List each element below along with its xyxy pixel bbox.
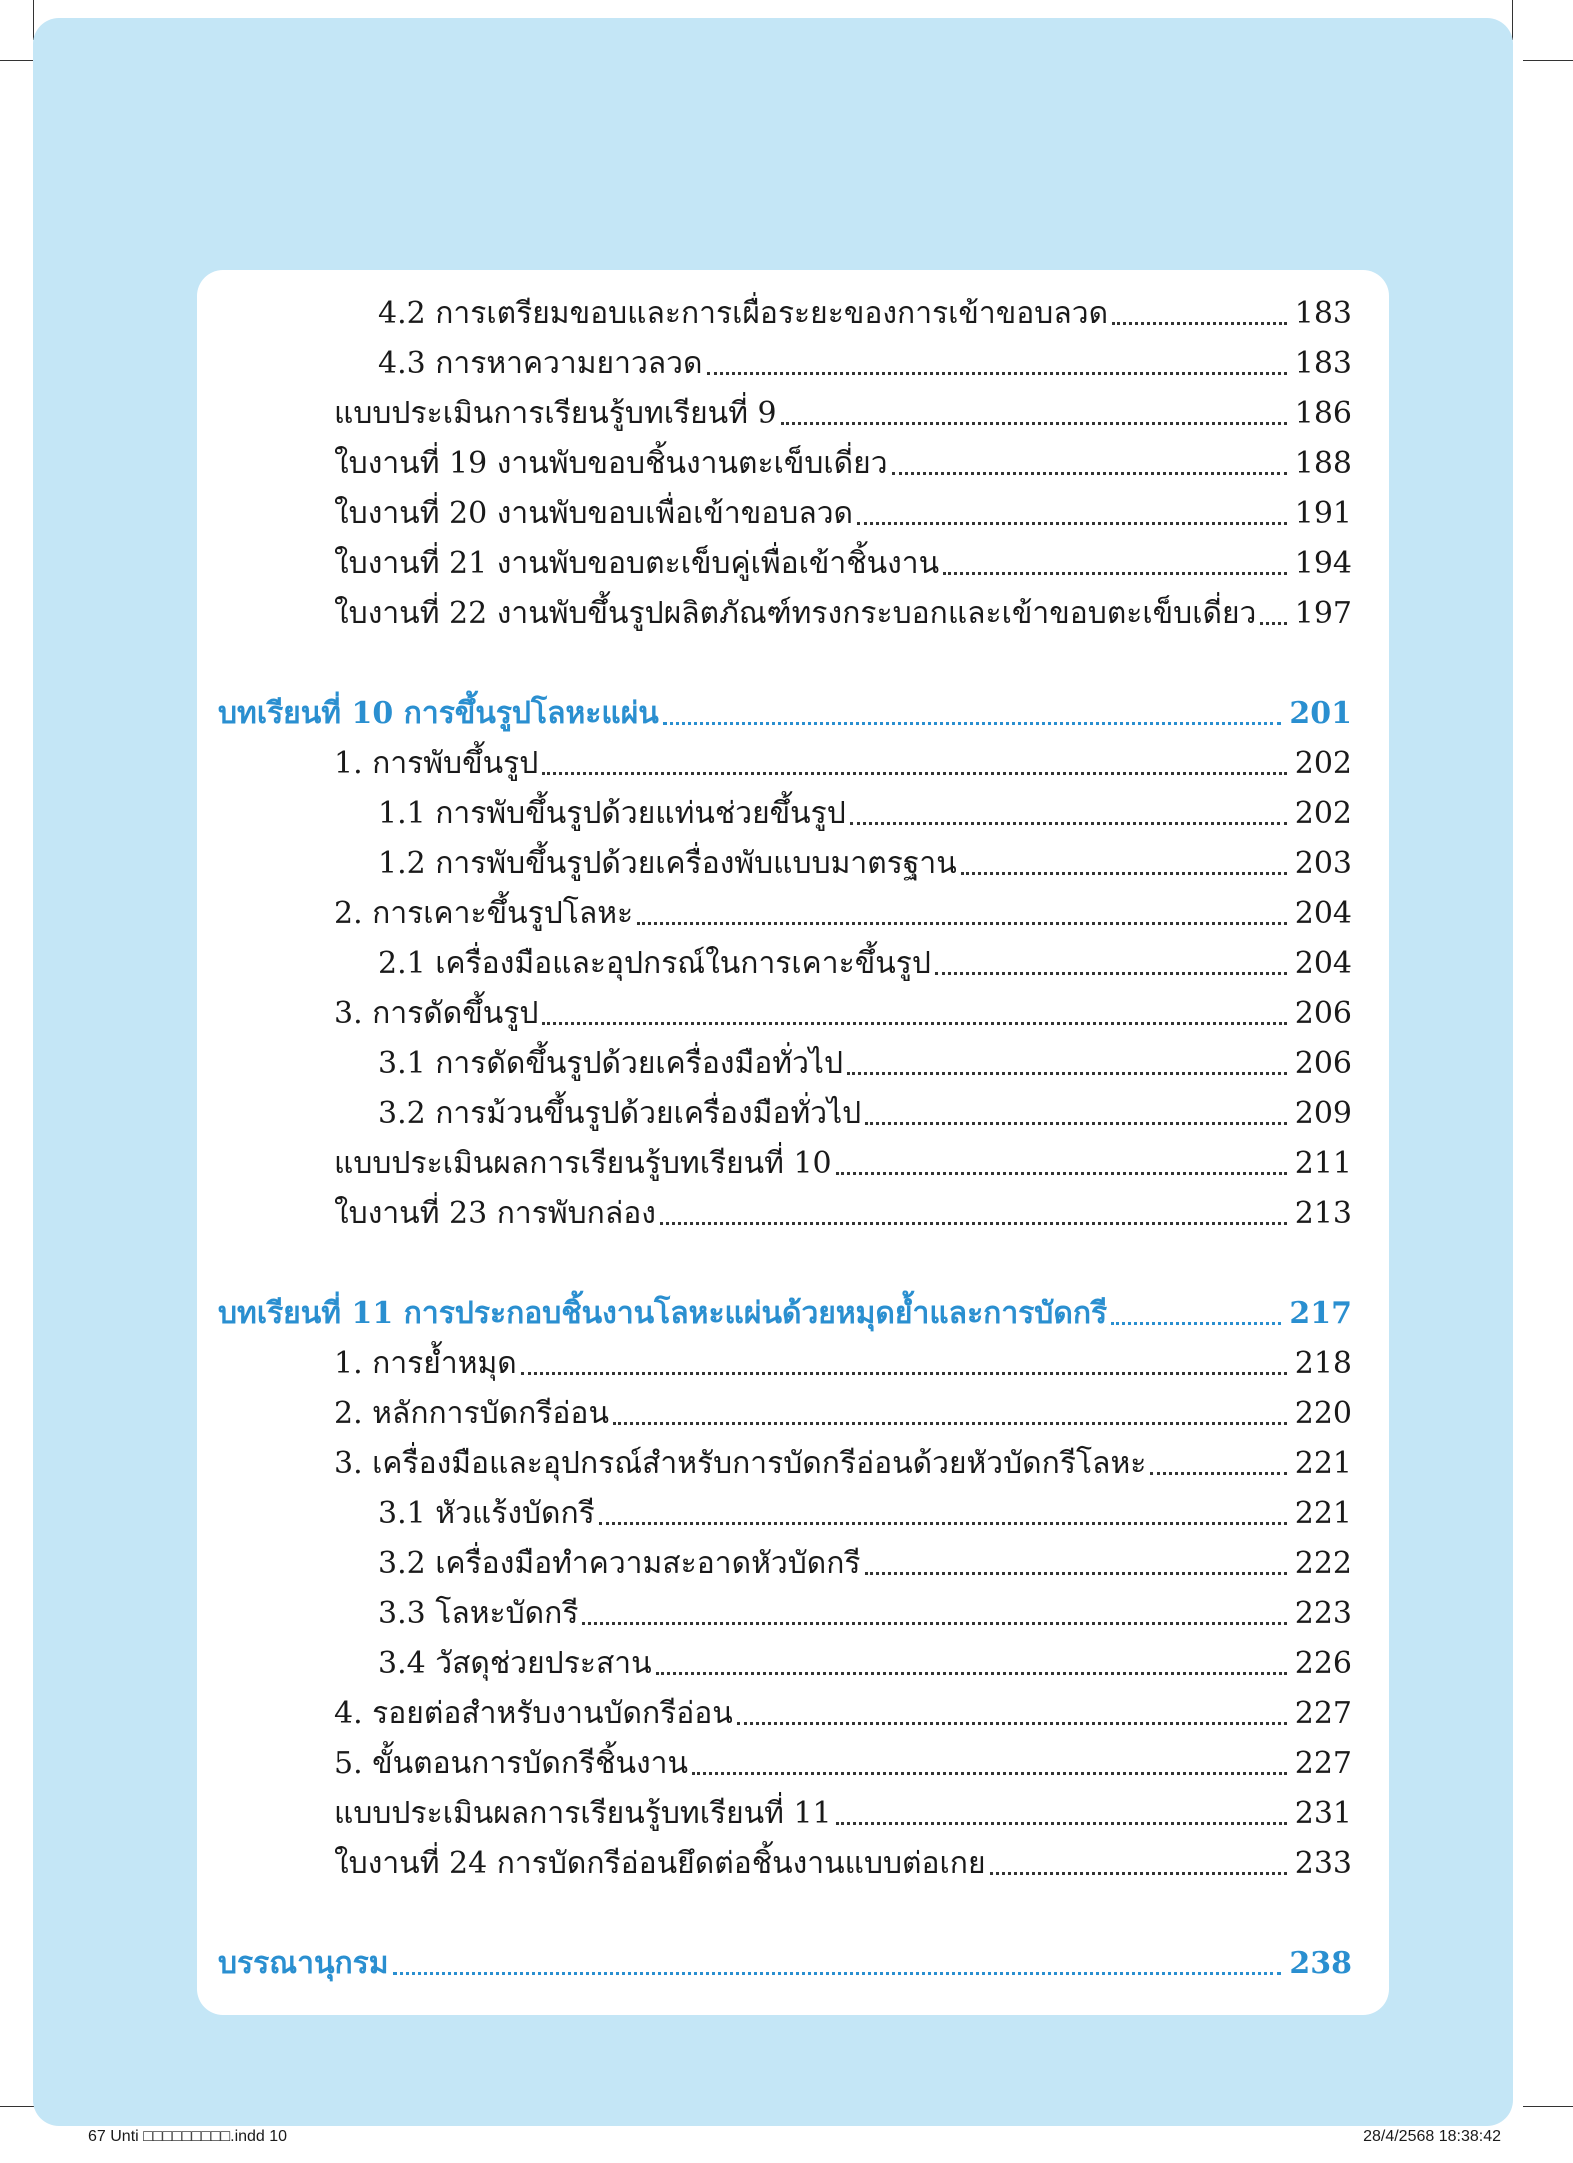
toc-entry-title: ใบงานที่ 19 งานพับขอบชิ้นงานตะเข็บเดี่ยว [334,446,888,481]
toc-entry-page: 211 [1294,1146,1352,1181]
toc-leader [582,1622,1286,1625]
toc-leader [656,1672,1287,1675]
toc-entry-title: 2. การเคาะขึ้นรูปโลหะ [334,896,634,931]
toc-entry-title: ใบงานที่ 24 การบัดกรีอ่อนยึดต่อชิ้นงานแบบต่อเกย [334,1846,986,1881]
toc-entry [334,1442,1352,1486]
toc-entry-title: 3.4 วัสดุช่วยประสาน [378,1646,652,1681]
toc-leader [1111,1322,1281,1325]
toc-entry [334,1692,1352,1736]
toc-entry [334,1792,1352,1836]
toc-chapter-page: 217 [1289,1296,1352,1331]
toc-chapter-heading [218,692,1352,736]
toc-chapter-page: 238 [1289,1946,1352,1981]
toc-entry-title: 4.3 การหาความยาวลวด [378,346,703,381]
toc-entry-page: 183 [1294,346,1352,381]
toc-entry-page: 188 [1294,446,1352,481]
toc-entry [334,892,1352,936]
toc-entry-title: 3.2 เครื่องมือทำความสะอาดหัวบัดกรี [378,1546,861,1581]
toc-leader [781,422,1287,425]
toc-entry-title: 4. รอยต่อสำหรับงานบัดกรีอ่อน [334,1696,733,1731]
toc-entry [334,442,1352,486]
toc-entry-title: 5. ขั้นตอนการบัดกรีชิ้นงาน [334,1746,688,1781]
toc-leader [737,1722,1287,1725]
toc-entry-page: 226 [1294,1646,1352,1681]
toc-entry [334,492,1352,536]
toc-entry-page: 206 [1294,1046,1352,1081]
toc-chapter-title: บทเรียนที่ 10 การขึ้นรูปโลหะแผ่น [218,696,659,731]
toc-entry-page: 202 [1294,796,1352,831]
toc-chapter-page: 201 [1289,696,1352,731]
toc-leader [707,372,1287,375]
toc-leader [637,922,1287,925]
toc-entry [334,1342,1352,1386]
toc-entry-page: 203 [1294,846,1352,881]
toc-entry [378,1542,1352,1586]
toc-entry [334,542,1352,586]
toc-leader [990,1872,1287,1875]
toc-entry-page: 227 [1294,1746,1352,1781]
toc-entry [378,1092,1352,1136]
toc-entry [378,1592,1352,1636]
toc-entry-title: ใบงานที่ 23 การพับกล่อง [334,1196,656,1231]
crop-mark-top-right-h [1523,60,1573,61]
toc-entry-page: 221 [1294,1446,1352,1481]
toc-chapter-title: บทเรียนที่ 11 การประกอบชิ้นงานโลหะแผ่นด้วยหมุดย้ำและการบัดกรี [218,1296,1108,1331]
toc-entry-title: 3.2 การม้วนขึ้นรูปด้วยเครื่องมือทั่วไป [378,1096,862,1131]
toc-leader [836,1822,1287,1825]
toc-entry-page: 231 [1294,1796,1352,1831]
toc-leader [521,1372,1287,1375]
toc-entry [334,1392,1352,1436]
toc-entry-title: 4.2 การเตรียมขอบและการเผื่อระยะของการเข้าขอบลวด [378,296,1109,331]
toc-leader [1150,1472,1286,1475]
toc-leader [393,1972,1282,1975]
toc-entry [334,1742,1352,1786]
toc-leader [613,1422,1287,1425]
toc-entry-page: 204 [1294,946,1352,981]
toc-entry-title: แบบประเมินผลการเรียนรู้บทเรียนที่ 10 [334,1146,832,1181]
toc-leader [935,972,1287,975]
toc-entry-page: 213 [1294,1196,1352,1231]
toc-leader [692,1772,1287,1775]
toc-entry-title: 3. การดัดขึ้นรูป [334,996,539,1031]
toc-leader [892,472,1287,475]
toc-leader [847,1072,1287,1075]
toc-leader [865,1122,1287,1125]
toc-entry-title: ใบงานที่ 20 งานพับขอบเพื่อเข้าขอบลวด [334,496,854,531]
toc-entry [334,992,1352,1036]
toc-entry-title: ใบงานที่ 22 งานพับขึ้นรูปผลิตภัณฑ์ทรงกระบอกและเข้าขอบตะเข็บเดี่ยว [334,596,1257,631]
toc-entry-title: 2.1 เครื่องมือและอุปกรณ์ในการเคาะขึ้นรูป [378,946,931,981]
crop-mark-bottom-right-h [1523,2106,1573,2107]
toc-entry [378,792,1352,836]
toc-entry-page: 222 [1294,1546,1352,1581]
toc-entry-title: 1.1 การพับขึ้นรูปด้วยแท่นช่วยขึ้นรูป [378,796,846,831]
toc-entry-page: 206 [1294,996,1352,1031]
toc-entry-title: 1. การย้ำหมุด [334,1346,517,1381]
toc-entry [378,342,1352,386]
toc-leader [599,1522,1287,1525]
toc-leader [836,1172,1287,1175]
toc-leader [663,722,1282,725]
toc-entry-page: 204 [1294,896,1352,931]
toc-entry-title: 3.1 การดัดขึ้นรูปด้วยเครื่องมือทั่วไป [378,1046,844,1081]
toc-entry-title: 1. การพับขึ้นรูป [334,746,539,781]
toc-entry [378,1642,1352,1686]
toc-leader [943,572,1287,575]
toc-leader [865,1572,1287,1575]
toc-entry [334,1142,1352,1186]
toc-entry [378,842,1352,886]
toc-entry-page: 209 [1294,1096,1352,1131]
toc-entry-page: 197 [1294,596,1352,631]
toc-entry-page: 191 [1294,496,1352,531]
toc-leader [542,1022,1286,1025]
toc-entry-page: 221 [1294,1496,1352,1531]
toc-entry-title: 3. เครื่องมือและอุปกรณ์สำหรับการบัดกรีอ่อนด้วยหัวบัดกรีโลหะ [334,1446,1147,1481]
toc-entry [378,1492,1352,1536]
toc-entry-page: 194 [1294,546,1352,581]
toc-entry-page: 183 [1294,296,1352,331]
toc-entry [378,292,1352,336]
toc-entry-title: 3.1 หัวแร้งบัดกรี [378,1496,595,1531]
toc-entry-title: ใบงานที่ 21 งานพับขอบตะเข็บคู่เพื่อเข้าชิ้นงาน [334,546,940,581]
toc-leader [850,822,1287,825]
toc-leader [660,1222,1287,1225]
toc-entry [334,1192,1352,1236]
toc-entry-page: 233 [1294,1846,1352,1881]
toc-leader [542,772,1286,775]
toc-entry [378,1042,1352,1086]
toc-leader [1112,322,1287,325]
toc-entry [378,942,1352,986]
toc-entry-title: 3.3 โลหะบัดกรี [378,1596,579,1631]
toc-entry-page: 218 [1294,1346,1352,1381]
toc-leader [1260,622,1286,625]
toc-entry-page: 186 [1294,396,1352,431]
toc-chapter-heading [218,1292,1352,1336]
toc-entry-title: 2. หลักการบัดกรีอ่อน [334,1396,609,1431]
toc-entry-title: แบบประเมินผลการเรียนรู้บทเรียนที่ 11 [334,1796,832,1831]
toc-entry-title: 1.2 การพับขึ้นรูปด้วยเครื่องพับแบบมาตรฐาน [378,846,957,881]
toc-chapter-title: บรรณานุกรม [218,1946,389,1981]
toc-entry-page: 227 [1294,1696,1352,1731]
toc-entry [334,1842,1352,1886]
toc-leader [857,522,1287,525]
crop-mark-top-right-v [1512,0,1513,40]
toc-entry [334,742,1352,786]
toc-entry-page: 220 [1294,1396,1352,1431]
toc-leader [961,872,1287,875]
toc-entry-title: แบบประเมินการเรียนรู้บทเรียนที่ 9 [334,396,777,431]
toc-entry [334,592,1352,636]
print-slug-datetime: 28/4/2568 18:38:42 [1363,2128,1501,2145]
toc-entry-page: 202 [1294,746,1352,781]
toc-entry [334,392,1352,436]
toc-chapter-heading [218,1942,1352,1986]
print-slug-file: 67 Unti □□□□□□□□□.indd 10 [88,2128,288,2145]
toc-entry-page: 223 [1294,1596,1352,1631]
